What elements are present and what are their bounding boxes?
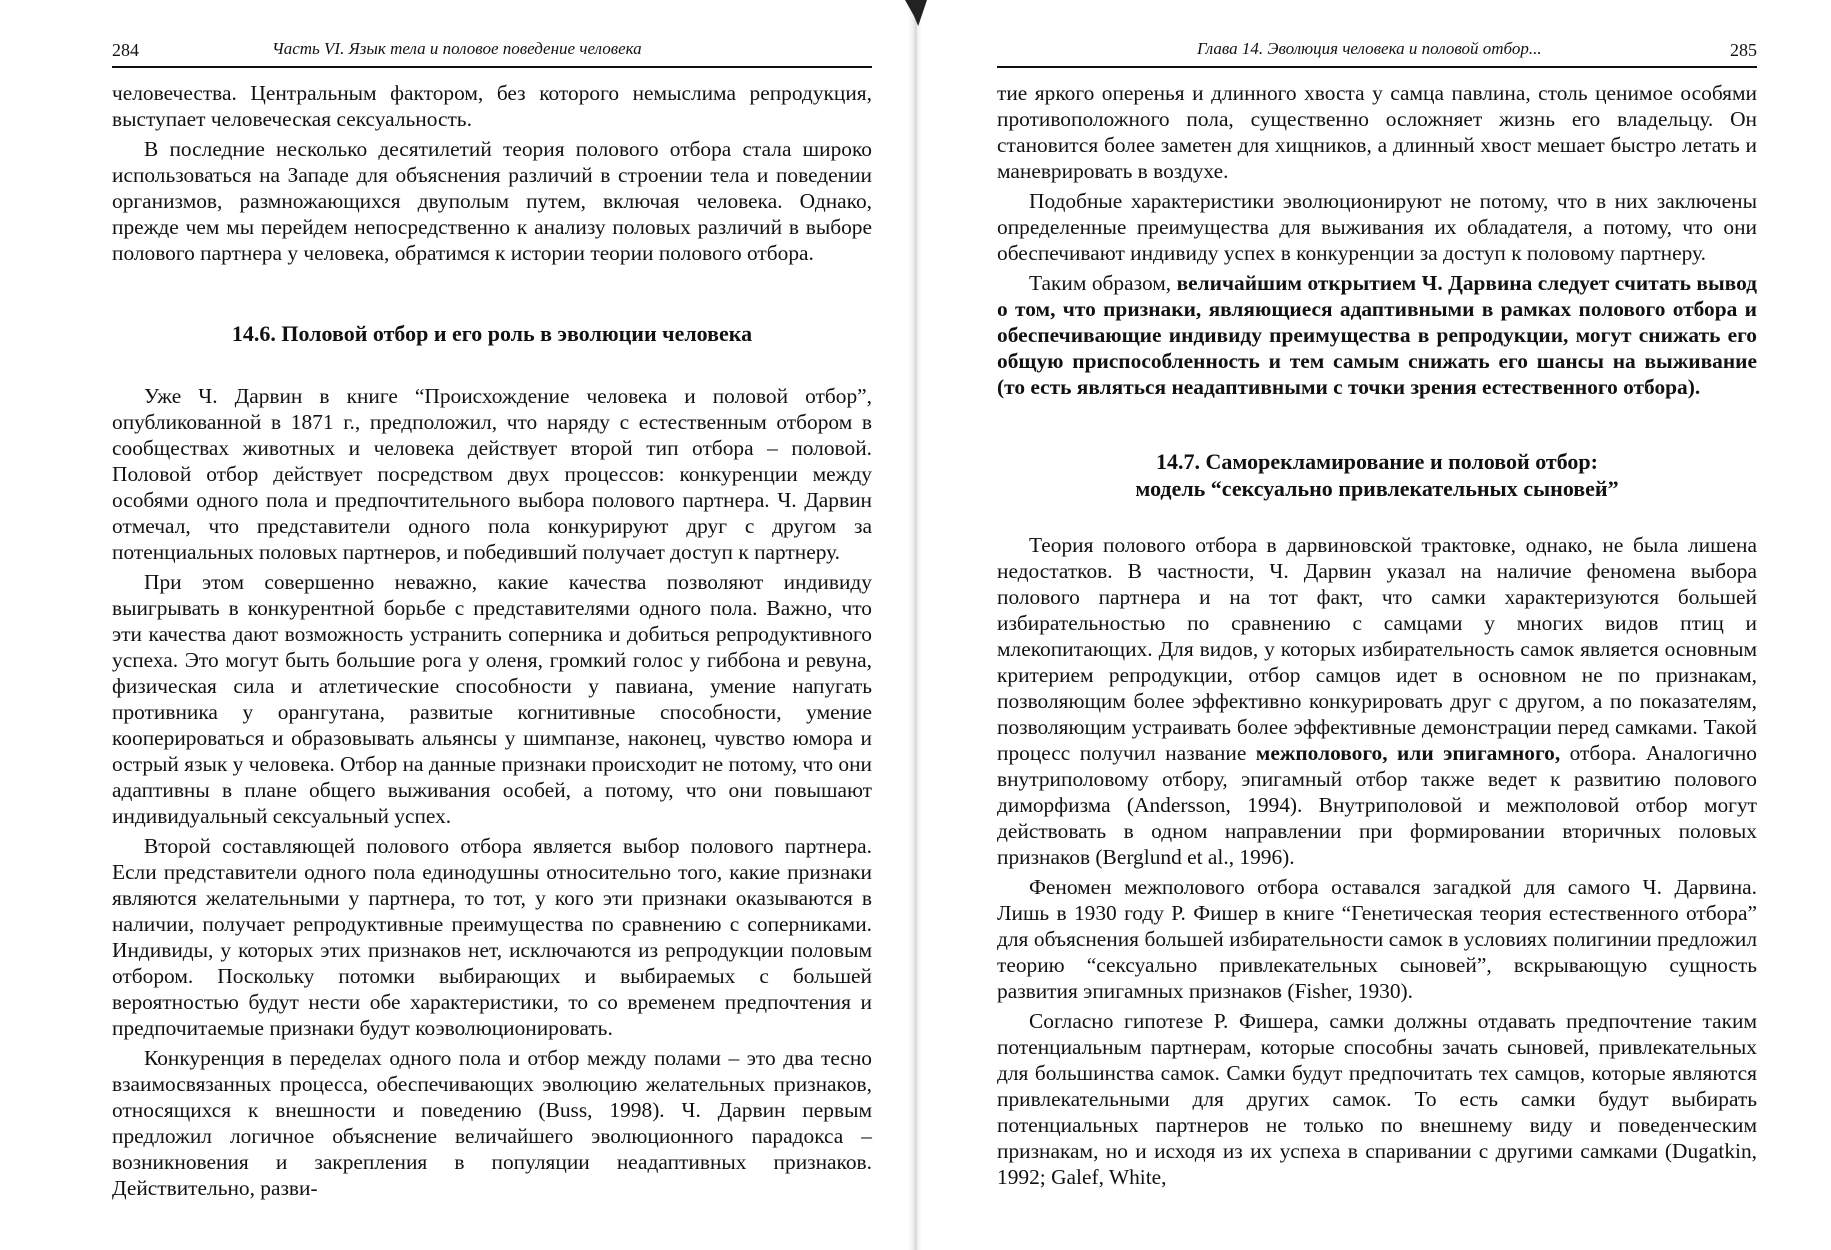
paragraph-lead: Таким образом,: [1029, 271, 1177, 295]
paragraph: человечества. Центральным фактором, без которого немыслима репродукция, выступает человеческая сексуальность.: [112, 81, 872, 131]
section-title-line1: 14.7. Самореклaмирование и половой отбор:: [1156, 449, 1598, 474]
left-running-header: [112, 38, 872, 68]
bold-term: межполового, или эпигамного,: [1255, 741, 1561, 765]
paragraph: Уже Ч. Дарвин в книге “Происхождение человека и половой отбор”, опубликованной в 1871 г., предположил, что наряду с естественным отбором в сообществах животных и человека действует второй тип отбора – половой. Половой отбор действует посредством двух процессов: конкуренции между особями одного пола и предпочтительного выбора полового партнера. Ч. Дарвин отмечал, что представители одного пола конкурируют друг с другом за потенциальных половых партнеров, и победивший получает доступ к партнеру.: [112, 384, 872, 564]
right-page: [915, 0, 1831, 1250]
section-title-line2: модель “сексуально привлекательных сыновей”: [1135, 476, 1619, 501]
paragraph: Согласно гипотезе Р. Фишера, самки должны отдавать предпочтение таким потенциальным партнерам, которые способны зачать сыновей, привлекательных для большинства самок. Самки будут предпочитать тех самцов, которые являются привлекательными для других самок. То есть самки будут выбирать потенциальных партнеров не только по внешнему виду и поведенческим признакам, но и исходя из их успеха в спаривании с другими самками (Dugatkin, 1992; Galef, White,: [997, 1009, 1757, 1189]
right-page-body: [997, 80, 1757, 1194]
paragraph: В последние несколько десятилетий теория полового отбора стала широко использоваться на Западе для объяснения различий в строении тела и поведении организмов, размножающихся двуполым путем, включая человека. Однако, прежде чем мы перейдем непосредственно к анализу половых различий в выборе полового партнера у человека, обратимся к истории теории полового отбора.: [112, 137, 872, 265]
paragraph-text: отбора. Аналогично внутриполовому отбору, эпигамный отбор также ведет к развитию полового диморфизма (Andersson, 1994). Внутриполовой и межполовой отбор могут действовать в одном направлении при формировании вторичных половых признаков (Berglund et al., 1996).: [997, 741, 1757, 869]
left-page: [0, 0, 915, 1250]
section-title: 14.6. Половой отбор и его роль в эволюции человека: [231, 321, 753, 346]
paragraph-conclusion: [997, 270, 1757, 400]
bold-conclusion: величайшим открытием Ч. Дарвина следует считать вывод о том, что признаки, являющиеся адаптивными в рамках полового отбора и обеспечивающие индивиду преимущества в репродукции, могут снижать его общую приспособленность и тем самым снижать его шансы на выживание (то есть являться неадаптивными с точки зрения естественного отбора).: [997, 271, 1757, 399]
page-number: 284: [112, 40, 139, 60]
running-title: Глава 14. Эволюция человека и половой отбор...: [1197, 39, 1542, 58]
section-title: [997, 448, 1757, 502]
paragraph: тие яркого оперенья и длинного хвоста у самца павлина, столь ценимое особями противоположного пола, существенно осложняет жизнь его владельцу. Он становится более заметен для хищников, а длинный хвост мешает быстро летать и маневрировать в воздухе.: [997, 81, 1757, 183]
paragraph: Феномен межполового отбора оставался загадкой для самого Ч. Дарвина. Лишь в 1930 году Р. Фишер в книге “Генетическая теория естественного отбора” для объяснения большей избирательности самок в условиях полигинии предложил теорию “сексуально привлекательных сыновей”, вскрывающую сущность развития эпигамных признаков (Fisher, 1930).: [997, 875, 1757, 1003]
paragraph-text: Теория полового отбора в дарвиновской трактовке, однако, не была лишена недостатков. В частности, Ч. Дарвин указал на наличие феномена выбора полового партнера и на тот факт, что самки характеризуются большей избирательностью по сравнению с самцами у многих видов птиц и млекопитающих. Для видов, у которых избирательность самок является основным критерием репродукции, отбор самцов идет в основном не по признакам, позволяющим более эффективно конкурировать друг с другом, а по показателям, позволяющим устраивать более эффективные демонстрации перед самками. Такой процесс получил название: [997, 533, 1757, 765]
paragraph: [997, 532, 1757, 870]
paragraph: Второй составляющей полового отбора является выбор полового партнера. Если представители одного пола единодушны относительно того, какие признаки являются желательными у партнера, то тот, у кого эти признаки оказываются в наличии, получает репродуктивные преимущества по сравнению с соперниками. Индивиды, у которых этих признаков нет, исключаются из репродукции половым отбором. Поскольку потомки выбирающих и выбираемых с большей вероятностью будут нести обе характеристики, то со временем предпочтения и предпочитаемые признаки будут коэволюционировать.: [112, 834, 872, 1040]
left-page-body: [112, 80, 872, 1205]
paragraph: При этом совершенно неважно, какие качества позволяют индивиду выигрывать в конкурентной борьбе с представителями одного пола. Важно, что эти качества дают возможность устранить соперника и добиться репродуктивного успеха. Это могут быть большие рога у оленя, громкий голос у гиббона и ревуна, физическая сила и атлетические способности у павиана, умение напугать противника у орангутана, развитые когнитивные способности, умение кооперироваться и образовывать альянсы у шимпанзе, наконец, чувство юмора и острый язык у человека. Отбор на данные признаки происходит не потому, что они адаптивны в плане общего выживания особей, а потому, что они повышают индивидуальный сексуальный успех.: [112, 570, 872, 828]
paragraph: Конкуренция в переделах одного пола и отбор между полами – это два тесно взаимосвязанных процесса, обеспечивающих эволюцию желательных признаков, относящихся к внешности и поведению (Buss, 1998). Ч. Дарвин первым предложил логичное объяснение величайшего эволюционного парадокса – возникновения и закрепления в популяции неадаптивных признаков. Действительно, разви-: [112, 1046, 872, 1200]
right-running-header: [997, 38, 1757, 68]
running-title: Часть VI. Язык тела и половое поведение человека: [272, 39, 642, 58]
paragraph: Подобные характеристики эволюционируют не потому, что в них заключены определенные преимущества для выживания их обладателя, а потому, что они обеспечивают индивиду успех в конкуренции за доступ к половому партнеру.: [997, 189, 1757, 265]
page-number: 285: [1730, 40, 1757, 60]
